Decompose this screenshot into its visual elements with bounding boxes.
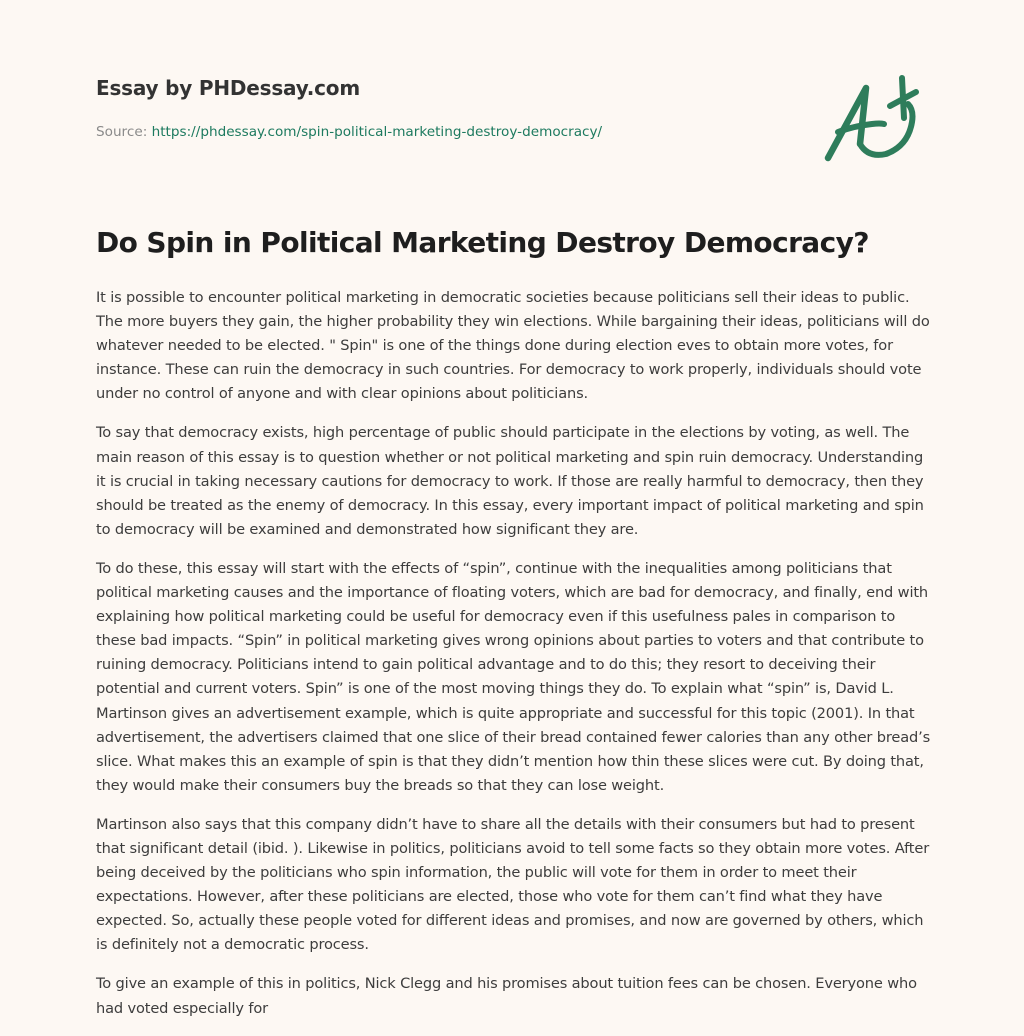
- essay-body: [96, 286, 936, 1036]
- essay-paragraph-1: It is possible to encounter political marketing in democratic societies because politicians sell their ideas to public. The more buyers they gain, the higher probability they win elections. While bargaining their ideas, politicians will do whatever needed to be elected. " Spin" is one of the things done during election eves to obtain more votes, for instance. These can ruin the democracy in such countries. For democracy to work properly, individuals should vote under no control of anyone and with clear opinions about politicians.: [96, 289, 930, 403]
- essay-title: Do Spin in Political Marketing Destroy Democracy?: [96, 226, 869, 259]
- essay-paragraph-2: To say that democracy exists, high percentage of public should participate in the elections by voting, as well. The main reason of this essay is to question whether or not political marketing and spin ruin democracy. Understanding it is crucial in taking necessary cautions for democracy to work. If those are really harmful to democracy, then they should be treated as the enemy of democracy. In this essay, every important impact of political marketing and spin to democracy will be examined and demonstrated how significant they are.: [96, 424, 924, 538]
- source-link[interactable]: https://phdessay.com/spin-political-marketing-destroy-democracy/: [151, 124, 603, 140]
- a-plus-grade-icon: [820, 66, 932, 166]
- page-header: [0, 0, 1024, 200]
- source-line: [96, 124, 602, 140]
- essay-paragraph-3: To do these, this essay will start with the effects of “spin”, continue with the inequalities among politicians that political marketing causes and the importance of floating voters, which are bad for democracy, and finally, end with explaining how political marketing could be useful for democracy even if this usefulness pales in comparison to these bad impacts. “Spin” in political marketing gives wrong opinions about parties to voters and that contribute to ruining democracy. Politicians intend to gain political advantage and to do this; they resort to deceiving their potential and current voters. Spin” is one of the most moving things they do. To explain what “spin” is, David L. Martinson gives an advertisement example, which is quite appropriate and successful for this topic (2001). In that advertisement, the advertisers claimed that one slice of their bread contained fewer calories than any other bread’s slice. What makes this an example of spin is that they didn’t mention how thin these slices were cut. By doing that, they would make their consumers buy the breads so that they can lose weight.: [96, 559, 931, 794]
- site-title: Essay by PHDessay.com: [96, 76, 360, 100]
- essay-paragraph-4: Martinson also says that this company didn’t have to share all the details with their consumers but had to present that significant detail (ibid. ). Likewise in politics, politicians avoid to tell some facts so they obtain more votes. After being deceived by the politicians who spin information, the public will vote for them in order to meet their expectations. However, after these politicians are elected, those who vote for them can’t find what they have expected. So, actually these people voted for different ideas and promises, and now are governed by others, which is definitely not a democratic process.: [96, 815, 930, 954]
- essay-paragraph-5: To give an example of this in politics, Nick Clegg and his promises about tuition fees can be chosen. Everyone who had voted especially for: [96, 975, 917, 1017]
- source-label: Source:: [96, 124, 152, 140]
